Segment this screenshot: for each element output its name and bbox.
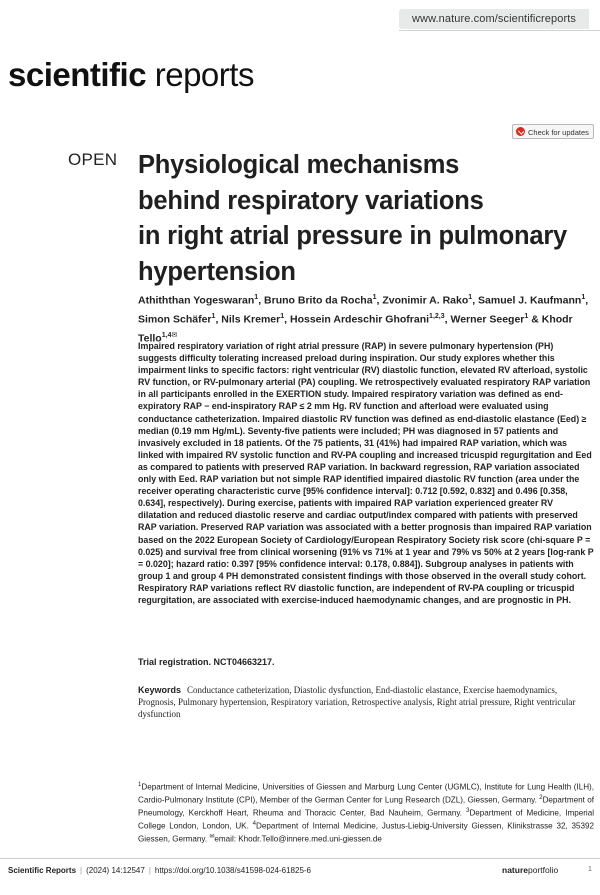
footer-journal: Scientific Reports bbox=[8, 866, 77, 875]
author-affiliation: 1,2,3 bbox=[429, 313, 445, 320]
affiliation-text: Department of Medicine, Imperial College London, London, UK. bbox=[138, 808, 594, 831]
affiliation-text: Department of Pneumology, Kerckhoff Heart, Rheuma and Thoracic Center, Bad Nauheim, Germany. bbox=[138, 795, 594, 818]
footer-citation: (2024) 14:12547 bbox=[86, 866, 145, 875]
footer-separator: | bbox=[148, 866, 151, 875]
affiliation-number: 2 bbox=[539, 794, 543, 801]
author-name[interactable]: Werner Seeger bbox=[450, 313, 525, 326]
corresponding-email[interactable]: email: Khodr.Tello@innere.med.uni-giessen.de bbox=[214, 834, 382, 844]
title-line: in right atrial pressure in pulmonary bbox=[138, 222, 568, 250]
article-title bbox=[138, 148, 598, 290]
author-separator: , bbox=[258, 294, 265, 307]
open-access-label: OPEN bbox=[68, 150, 118, 169]
author-affiliation-corresponding[interactable]: 1,4✉ bbox=[161, 332, 178, 339]
author-separator: & bbox=[528, 313, 542, 326]
footer-doi-link[interactable]: https://doi.org/10.1038/s41598-024-61825-6 bbox=[154, 866, 312, 875]
author-affiliation: 1 bbox=[581, 294, 586, 301]
author-name[interactable]: Hossein Ardeschir Ghofrani bbox=[289, 313, 430, 326]
keywords-list: Conductance catheterization, Diastolic dysfunction, End-diastolic elastance, Exercise haemodynamics, Prognosis, Pulmonary hypertension, Respiratory variation, Retrospective analysis, Right atrial pressure, Right ventricular dysfunction bbox=[138, 685, 576, 720]
page-footer bbox=[8, 866, 594, 875]
email-icon: ✉ bbox=[209, 833, 215, 840]
author-separator: , bbox=[376, 294, 383, 307]
trial-registration: Trial registration. NCT04663217. bbox=[138, 657, 275, 667]
author-separator: , bbox=[284, 313, 290, 326]
title-line: Physiological mechanisms bbox=[138, 151, 460, 179]
journal-logo[interactable] bbox=[8, 56, 254, 94]
affiliation-text: Department of Internal Medicine, Justus-Liebig-University Giessen, Klinikstrasse 32, 35392 Giessen, Germany. bbox=[138, 821, 595, 844]
affiliation-number: 3 bbox=[466, 807, 470, 814]
author-separator: , bbox=[585, 294, 589, 307]
title-line: behind respiratory variations bbox=[138, 186, 484, 215]
affiliations bbox=[138, 780, 594, 844]
author-name[interactable]: Khodr Tello bbox=[138, 313, 573, 345]
author-separator: , bbox=[215, 313, 222, 326]
abstract-text: Impaired respiratory variation of right atrial pressure (RAP) in severe pulmonary hypertension (PH) suggests difficulty tolerating increased preload during inspiration. Our study explores whether this impairment links to specific factors: right ventricular (RV) diastolic function, elevated RV afterload, systolic RV function, or RV-pulmonary arterial (PA) coupling. We retrospectively evaluated respiratory RAP variation in all participants enrolled in the EXERTION study. Impaired respiratory variation was defined as end-expiratory RAP − end-inspiratory RAP ≤ 2 mm Hg. RV function and afterload were evaluated using conductance catheterization. Impaired diastolic RV function was defined as end-diastolic elastance (Eed) ≥ median (0.19 mm Hg/mL). Seventy-five patients were included; PH was diagnosed in 57 patients and invasively excluded in 18 patients. Of the 75 patients, 31 (41%) had impaired RAP variation, which was linked with impaired RV systolic function and RV-PA coupling and increased tricuspid regurgitation and Eed as compared to patients with preserved RAP variation. In backward regression, RAP variation associated only with Eed. RAP variation but not simple RAP identified impaired diastolic RV function (area under the receiver operating characteristic curve [95% confidence interval]: 0.712 [0.592, 0.832] and 0.496 [0.358, 0.634], respectively). During exercise, patients with impaired RAP variation experienced greater RV dilatation and reduced diastolic reserve and cardiac output/index compared with patients with preserved RAP variation. Preserved RAP variation was associated with a better prognosis than impaired RAP variation based on the 2022 European Society of Cardiology/European Respiratory Society risk score (chi-square P = 0.025) and survival free from clinical worsening (91% vs 71% at 1 year and 79% vs 50% at 2 years [log-rank P = 0.020]; hazard ratio: 0.397 [95% confidence interval: 0.178, 0.884]). Subgroup analyses in patients with group 1 and group 4 PH demonstrated consistent findings with those observed in the overall study cohort. Respiratory RAP variations reflect RV diastolic function, are independent of RV-PA coupling or tricuspid regurgitation, are associated with exercise-induced haemodynamic changes, and are prognostic in PH. bbox=[138, 341, 594, 605]
footer-separator: | bbox=[80, 866, 83, 875]
journal-logo-light: reports bbox=[154, 56, 254, 93]
header-divider bbox=[399, 30, 600, 31]
author-name[interactable]: Samuel J. Kaufmann bbox=[478, 294, 582, 307]
author-separator: , bbox=[444, 313, 451, 326]
author-affiliation: 1 bbox=[468, 294, 473, 301]
page-number: 1 bbox=[588, 866, 592, 873]
author-affiliation: 1 bbox=[372, 294, 377, 301]
author-list bbox=[138, 290, 590, 347]
abstract bbox=[138, 340, 594, 606]
affiliation-text: Department of Internal Medicine, Universities of Giessen and Marburg Lung Center (UGMLC), Institute for Lung Health (ILH), Cardio-Pulmonary Institute (CPI), Member of the German Center for Lung Research (DZL), Giessen, Germany. bbox=[138, 782, 594, 805]
keywords-label: Keywords bbox=[138, 685, 182, 695]
keywords bbox=[138, 684, 588, 721]
author-affiliation: 1 bbox=[280, 313, 285, 320]
author-separator: , bbox=[472, 294, 479, 307]
check-updates-icon bbox=[516, 127, 525, 136]
author-affiliation: 1 bbox=[254, 294, 259, 301]
title-line: hypertension bbox=[138, 257, 296, 286]
journal-url[interactable]: www.nature.com/scientificreports bbox=[399, 9, 589, 29]
publisher-logo-light: portfolio bbox=[527, 865, 559, 875]
affiliation-number: 4 bbox=[252, 820, 256, 827]
author-name[interactable]: Simon Schäfer bbox=[138, 313, 212, 326]
journal-logo-bold: scientific bbox=[8, 56, 147, 93]
publisher-logo[interactable] bbox=[502, 865, 558, 875]
author-name[interactable]: Athiththan Yogeswaran bbox=[138, 294, 255, 307]
author-name[interactable]: Bruno Brito da Rocha bbox=[264, 294, 373, 307]
author-affiliation: 1 bbox=[211, 313, 216, 320]
publisher-logo-bold: nature bbox=[502, 865, 528, 875]
check-for-updates-button[interactable] bbox=[512, 124, 594, 139]
footer-divider bbox=[0, 858, 600, 859]
author-name[interactable]: Zvonimir A. Rako bbox=[382, 294, 469, 307]
author-name[interactable]: Nils Kremer bbox=[221, 313, 281, 326]
author-affiliation: 1 bbox=[524, 313, 529, 320]
affiliation-number: 1 bbox=[138, 782, 142, 788]
check-updates-label: Check for updates bbox=[528, 128, 589, 137]
